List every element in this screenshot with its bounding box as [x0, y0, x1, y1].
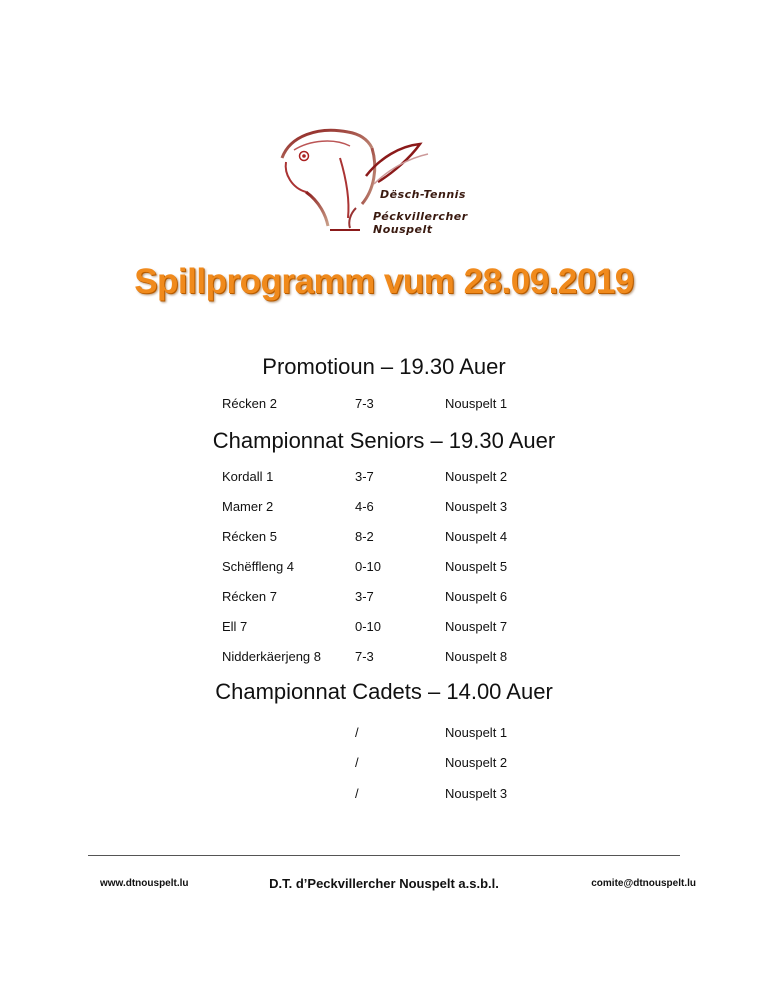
- match-row: [0, 589, 768, 609]
- away-team: Nouspelt 8: [445, 649, 508, 664]
- match-score: 3-7: [355, 469, 374, 484]
- home-team: Nidderkäerjeng 8: [222, 649, 322, 664]
- footer-divider: [88, 855, 680, 856]
- club-logo: [270, 118, 510, 238]
- section-heading-cadets: Championnat Cadets – 14.00 Auer: [215, 679, 553, 704]
- footer-website: www.dtnouspelt.lu: [100, 878, 189, 889]
- match-row: [0, 619, 768, 639]
- match-score: 4-6: [355, 499, 374, 514]
- away-team: Nouspelt 1: [445, 396, 508, 411]
- home-team: Kordall 1: [222, 469, 274, 484]
- match-row: [0, 499, 768, 519]
- away-team: Nouspelt 3: [445, 499, 508, 514]
- home-team: Récken 5: [222, 529, 277, 544]
- match-score: 3-7: [355, 589, 374, 604]
- match-row: [0, 725, 768, 745]
- away-team: Nouspelt 5: [445, 559, 508, 574]
- match-row: [0, 786, 768, 806]
- footer-organization: D.T. d’Peckvillercher Nouspelt a.s.b.l.: [269, 876, 499, 891]
- page-title: Spillprogramm vum 28.09.2019: [134, 262, 634, 301]
- away-team: Nouspelt 2: [445, 469, 508, 484]
- home-team: Ell 7: [222, 619, 248, 634]
- match-score: 7-3: [355, 649, 374, 664]
- match-row: [0, 469, 768, 489]
- match-score: /: [355, 725, 359, 740]
- section-heading-seniors: Championnat Seniors – 19.30 Auer: [212, 428, 556, 453]
- match-row: [0, 396, 768, 416]
- match-score: 0-10: [355, 619, 382, 634]
- logo-text-line1: Dësch-Tennis: [380, 188, 466, 201]
- away-team: Nouspelt 3: [445, 786, 508, 801]
- match-row: [0, 649, 768, 669]
- away-team: Nouspelt 2: [445, 755, 508, 770]
- match-row: [0, 755, 768, 775]
- home-team: Récken 2: [222, 396, 277, 411]
- home-team: Mamer 2: [222, 499, 274, 514]
- away-team: Nouspelt 1: [445, 725, 508, 740]
- home-team: Récken 7: [222, 589, 277, 604]
- match-score: 0-10: [355, 559, 382, 574]
- footer-email: comite@dtnouspelt.lu: [591, 878, 696, 889]
- logo-text-line2: Péckvillercher Nouspelt: [373, 210, 468, 236]
- away-team: Nouspelt 6: [445, 589, 508, 604]
- match-score: /: [355, 786, 359, 801]
- match-score: 7-3: [355, 396, 374, 411]
- match-score: /: [355, 755, 359, 770]
- match-row: [0, 559, 768, 579]
- home-team: Schëffleng 4: [222, 559, 295, 574]
- away-team: Nouspelt 4: [445, 529, 508, 544]
- away-team: Nouspelt 7: [445, 619, 508, 634]
- match-score: 8-2: [355, 529, 374, 544]
- section-heading-promotioun: Promotioun – 19.30 Auer: [262, 354, 506, 379]
- match-row: [0, 529, 768, 549]
